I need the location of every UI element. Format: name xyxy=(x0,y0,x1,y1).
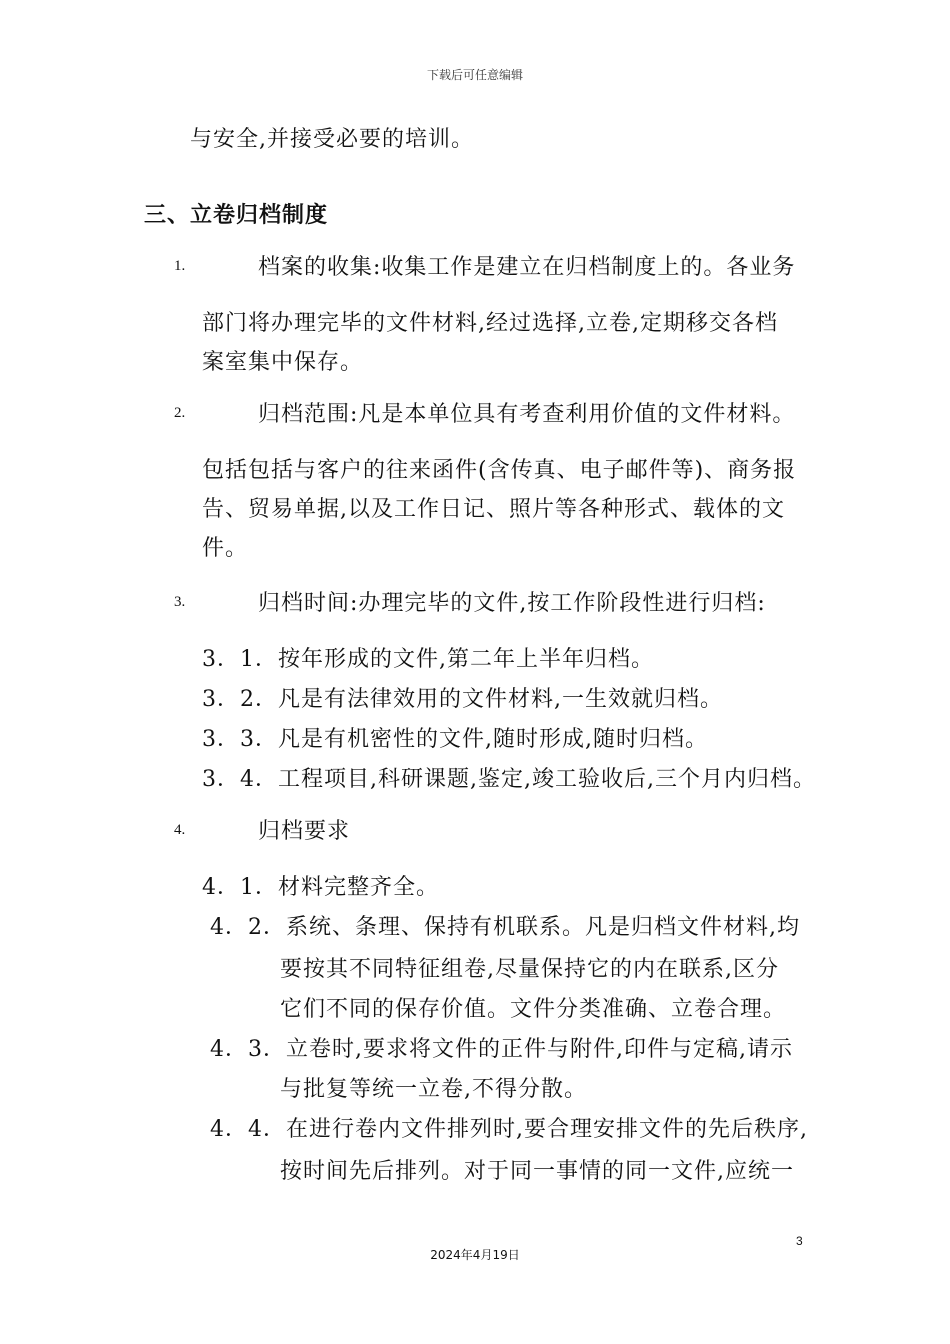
sub-item-continuation: 要按其不同特征组卷,尽量保持它的内在联系,区分 xyxy=(280,957,779,982)
sub-item: 4．3．立卷时,要求将文件的正件与附件,印件与定稿,请示 xyxy=(210,1037,793,1062)
list-number: 1. xyxy=(174,258,186,274)
section-heading: 三、立卷归档制度 xyxy=(144,202,329,228)
paragraph-line: 与安全,并接受必要的培训。 xyxy=(190,127,474,152)
paragraph-line: 案室集中保存。 xyxy=(202,350,364,375)
page-header: 下载后可任意编辑 xyxy=(426,68,523,82)
page-number: 3 xyxy=(796,1234,803,1248)
sub-item-continuation: 与批复等统一立卷,不得分散。 xyxy=(280,1077,587,1102)
page-footer-date: 2024年4月19日 xyxy=(430,1248,520,1262)
paragraph-line: 部门将办理完毕的文件材料,经过选择,立卷,定期移交各档 xyxy=(202,311,778,336)
sub-item: 3．1．按年形成的文件,第二年上半年归档。 xyxy=(202,647,654,672)
paragraph-line: 件。 xyxy=(202,536,249,561)
sub-item: 4．4．在进行卷内文件排列时,要合理安排文件的先后秩序, xyxy=(210,1117,808,1142)
paragraph-line: 档案的收集:收集工作是建立在归档制度上的。各业务 xyxy=(258,255,796,280)
sub-item: 3．4．工程项目,科研课题,鉴定,竣工验收后,三个月内归档。 xyxy=(202,767,816,792)
list-number: 4. xyxy=(174,822,186,838)
paragraph-line: 归档时间:办理完毕的文件,按工作阶段性进行归档: xyxy=(258,591,766,616)
sub-item-continuation: 它们不同的保存价值。文件分类准确、立卷合理。 xyxy=(280,997,787,1022)
sub-item: 4．2．系统、条理、保持有机联系。凡是归档文件材料,均 xyxy=(210,915,800,940)
sub-item: 4．1．材料完整齐全。 xyxy=(202,875,439,900)
sub-item-continuation: 按时间先后排列。对于同一事情的同一文件,应统一 xyxy=(280,1159,794,1184)
list-number: 3. xyxy=(174,594,186,610)
paragraph-line: 告、贸易单据,以及工作日记、照片等各种形式、载体的文 xyxy=(202,497,785,522)
list-number: 2. xyxy=(174,405,186,421)
paragraph-line: 包括包括与客户的往来函件(含传真、电子邮件等)、商务报 xyxy=(202,458,797,483)
paragraph-line: 归档要求 xyxy=(258,819,351,844)
paragraph-line: 归档范围:凡是本单位具有考查利用价值的文件材料。 xyxy=(258,402,796,427)
sub-item: 3．2．凡是有法律效用的文件材料,一生效就归档。 xyxy=(202,687,723,712)
sub-item: 3．3．凡是有机密性的文件,随时形成,随时归档。 xyxy=(202,727,708,752)
